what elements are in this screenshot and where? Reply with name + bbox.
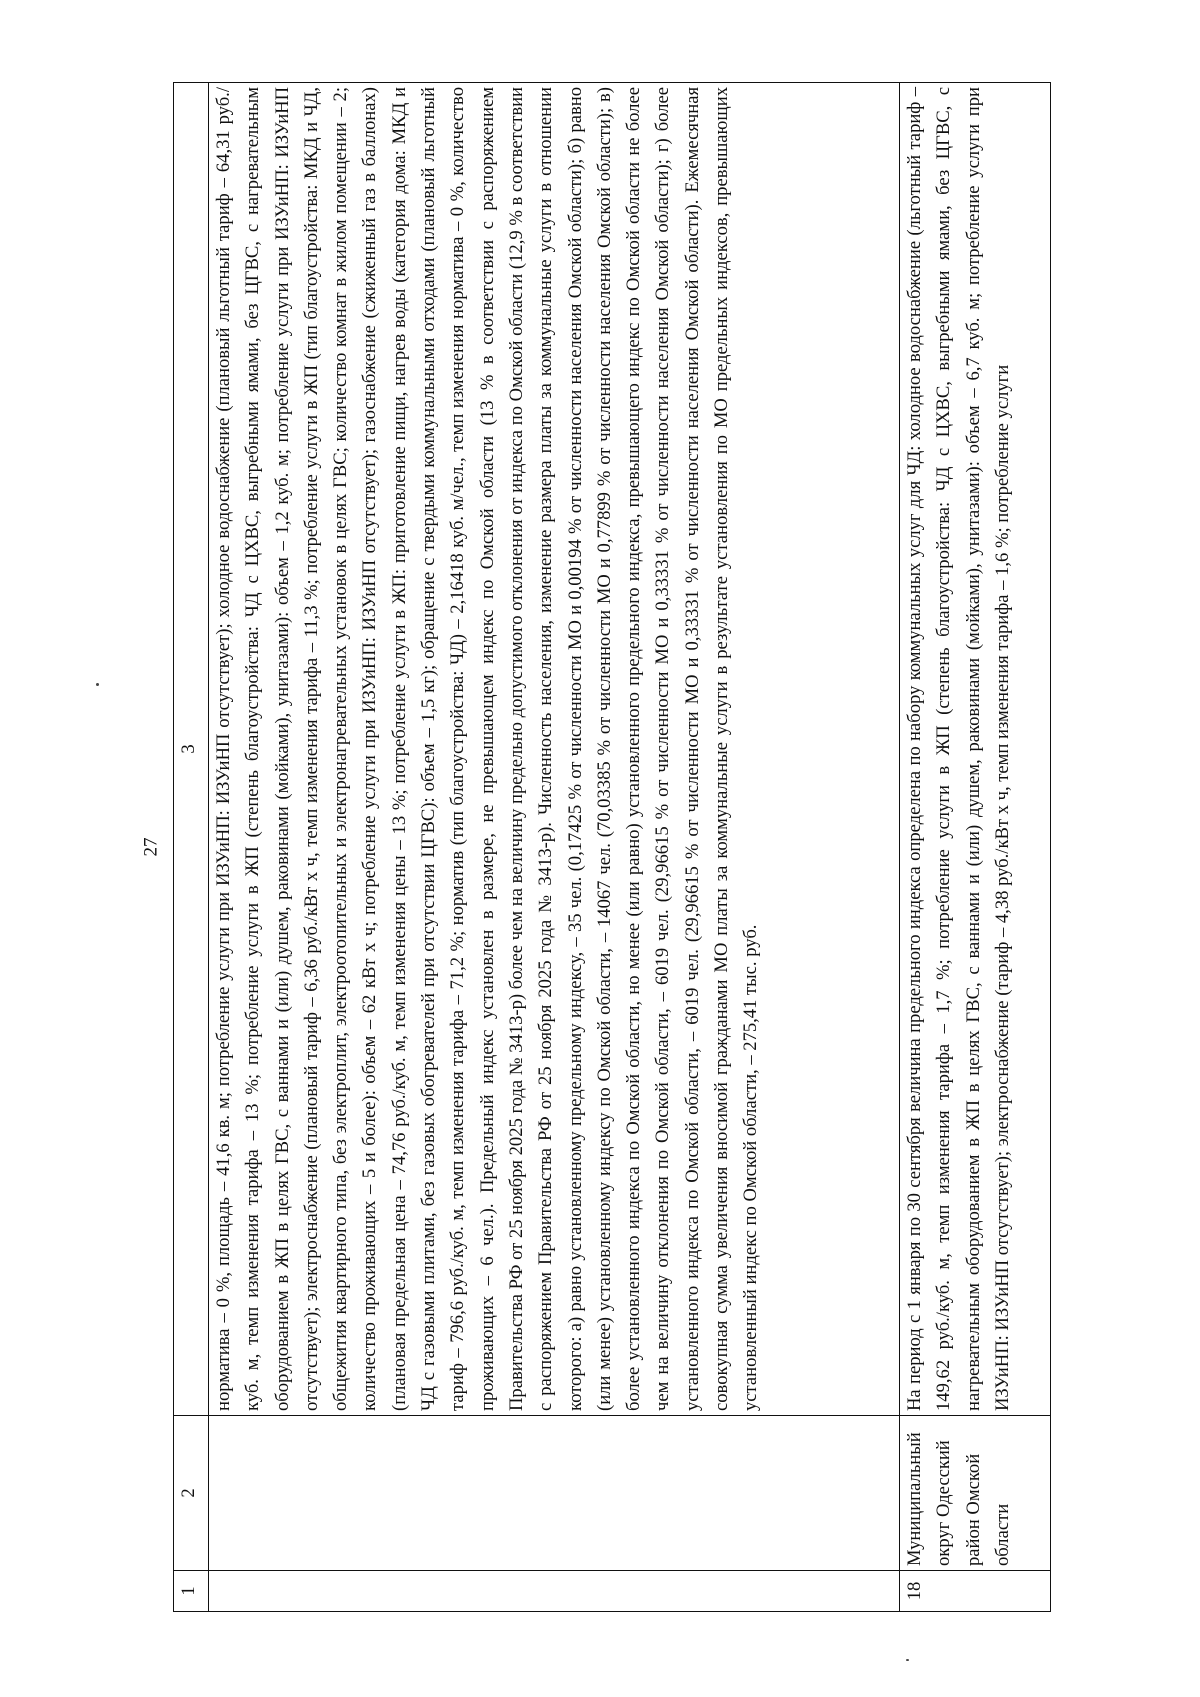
scan-speck — [906, 1659, 909, 1661]
table-header-row — [174, 83, 209, 1612]
municipality-cell — [209, 1416, 900, 1571]
description-text: норматива – 0 %, площадь – 41,6 кв. м; потребление услуги при ИЗУиНП: ИЗУиНП отсутствует); холодное водоснабжение (плановый льготный тариф – 64,31 руб./куб. м, темп изменения тарифа – 13 %; потребление услуги в ЖП (степень благоустройства: ЧД с ЦХВС, выгребными ямами, без ЦГВС, с нагревательным оборудованием в ЖП в целях ГВС, с ваннами и (или) душем, раковинами (мойками), унитазами): объем – 1,2 куб. м; потребление услуги при ИЗУиНП: ИЗУиНП отсутствует); электроснабжение (плановый тариф – 6,36 руб./кВт х ч, темп изменения тарифа – 11,3 %; потребление услуги в ЖП (тип благоустройства: МКД и ЧД, общежития квартирного типа, без электроплит, электроотопительных и электронагревательных установок в целях ГВС; количество комнат в жилом помещении – 2; количество проживающих – 5 и более): объем – 62 кВт х ч; потребление услуги при ИЗУиНП: ИЗУиНП отсутствует); газоснабжение (сжиженный газ в баллонах) (плановая предельная цена – 74,76 руб./куб. м, темп изменения цены – 13 %; потребление услуги в ЖП: приготовление пищи, нагрев воды (категория дома: МКД и ЧД с газовыми плитами, без газовых обогревателей при отсутствии ЦГВС): объем – 1,5 кг); обращение с твердыми коммунальными отходами (плановый льготный тариф – 796,6 руб./куб. м, темп изменения тарифа – 71,2 %; норматив (тип благоустройства: ЧД) – 2,16418 куб. м/чел., темп изменения норматива – 0 %, количество проживающих – 6 чел.). Предельный индекс установлен в размере, не превышающем индекс по Омской области (13 % в соответствии с распоряжением Правительства РФ от 25 ноября 2025 года № 3413-р) более чем на величину предельно допустимого отклонения от индекса по Омской области (12,9 % в соответствии с распоряжением Правительства РФ от 25 ноября 2025 года № 3413-р). Численность населения, изменение размера платы за коммунальные услуги в отношении которого: а) равно установленному предельному индексу, – 35 чел. (0,17425 % от численности МО и 0,00194 % от численности населения Омской области); б) равно (или менее) установленному индексу по Омской области, – 14067 чел. (70,03385 % от численности МО и 0,77899 % от численности населения Омской области); в) более установленного индекса по Омской области, но менее (или равно) установленного предельного индекса, превышающего индекс по Омской области не более чем на величину отклонения по Омской области, – 6019 чел. (29,96615 % от численности МО и 0,33331 % от численности населения Омской области); г) более установленного индекса по Омской области, – 6019 чел. (29,96615 % от численности МО и 0,33331 % от численности населения Омской области). Ежемесячная совокупная сумма увеличения вносимой гражданами МО платы за коммунальные услуги в результате установления по МО предельных индексов, превышающих установленный индекс по Омской области, – 275,41 тыс. руб. — [213, 87, 762, 1411]
data-table — [173, 82, 1051, 1612]
row-number-cell: 18 — [900, 1571, 1051, 1612]
table-row — [209, 83, 900, 1612]
description-cell — [900, 83, 1051, 1416]
scan-speck — [96, 683, 99, 686]
description-cell — [209, 83, 900, 1416]
header-cell-3: 3 — [174, 83, 209, 1416]
header-cell-1: 1 — [174, 1571, 209, 1612]
row-number-cell — [209, 1571, 900, 1612]
header-cell-2: 2 — [174, 1416, 209, 1571]
description-text: На период с 1 января по 30 сентября величина предельного индекса определена по набору коммунальных услуг для ЧД: холодное водоснабжение (льготный тариф – 149,62 руб./куб. м, темп изменения тарифа – 1,7 %; потребление услуги в ЖП (степень благоустройства: ЧД с ЦХВС, выгребными ямами, без ЦГВС, с нагревательным оборудованием в ЖП в целях ГВС, с ваннами и (или) душем, раковинами (мойками), унитазами): объем – 6,7 куб. м; потребление услуги при ИЗУиНП: ИЗУиНП отсутствует); электроснабжение (тариф – 4,38 руб./кВт х ч, темп изменения тарифа – 1,6 %; потребление услуги — [904, 87, 1013, 1411]
municipality-cell: Муниципальный округ Одесский район Омской области — [900, 1416, 1051, 1571]
page-number: 27 — [140, 837, 162, 857]
table-row — [900, 83, 1051, 1612]
rotated-table-region — [173, 82, 1193, 1612]
